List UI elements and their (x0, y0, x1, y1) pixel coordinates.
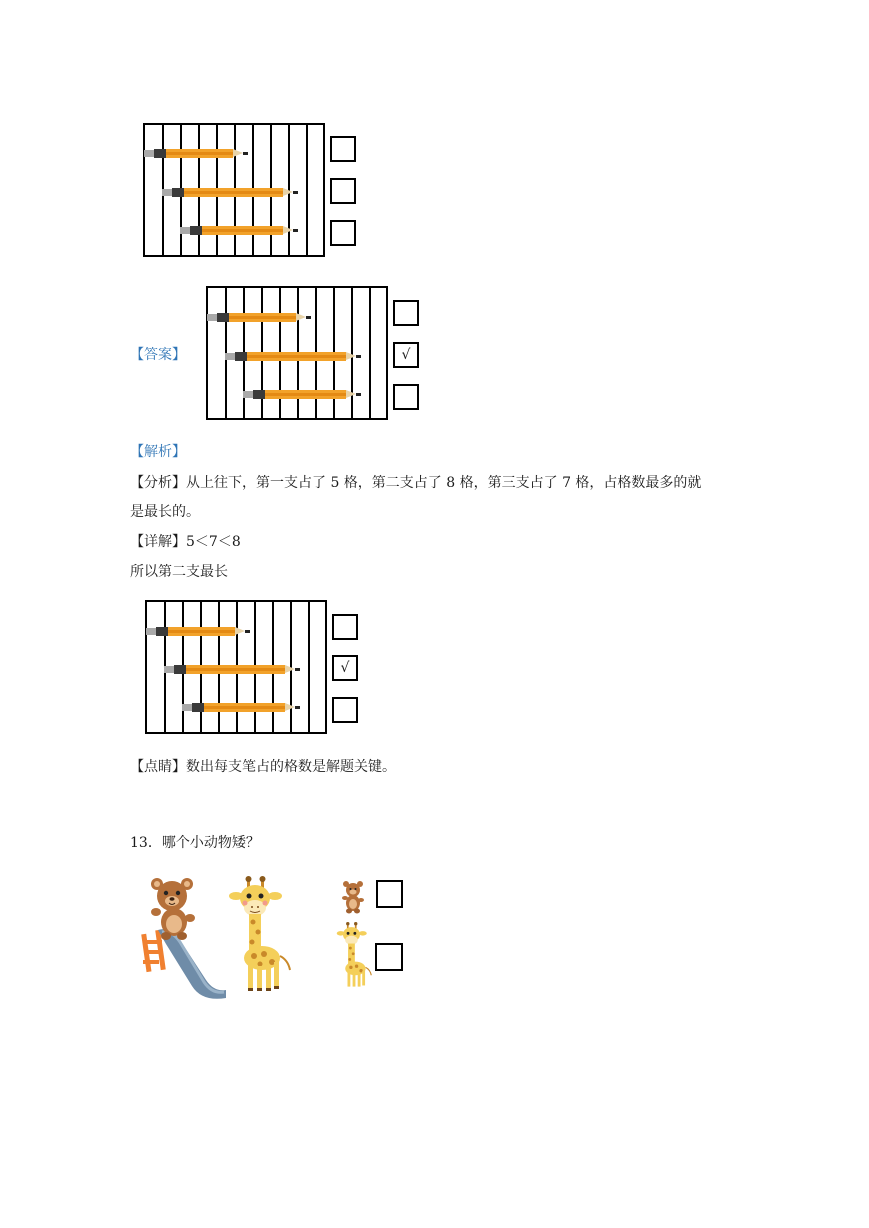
small-giraffe-icon (336, 922, 376, 990)
pencil-3 (243, 390, 369, 399)
giraffe-answer-checkbox[interactable] (375, 943, 403, 971)
answer-checkbox-checked[interactable]: √ (393, 342, 419, 368)
bear-answer-checkbox[interactable] (376, 880, 403, 908)
analysis-text-line2: 是最长的。 (130, 504, 200, 520)
small-bear-icon (340, 880, 368, 914)
answer-checkbox[interactable] (332, 614, 358, 640)
answer-checkbox[interactable] (330, 220, 356, 246)
answer-checkbox[interactable] (330, 136, 356, 162)
giraffe-illustration (228, 876, 298, 996)
pencil-3 (180, 226, 306, 235)
answer-checkbox[interactable] (332, 697, 358, 723)
detail-text: 【详解】5＜7＜8 (130, 534, 241, 550)
answer-checkbox[interactable] (330, 178, 356, 204)
key-point-text: 【点睛】数出每支笔占的格数是解题关键。 (130, 759, 396, 775)
answer-checkbox[interactable] (393, 300, 419, 326)
pencil-2 (225, 352, 369, 361)
conclusion-text: 所以第二支最长 (130, 564, 228, 580)
answer-label: 【答案】 (130, 347, 186, 363)
answer-checkbox[interactable] (393, 384, 419, 410)
pencil-2 (164, 665, 308, 674)
pencil-1 (207, 313, 315, 322)
bear-on-slide-illustration (140, 874, 232, 1002)
pencil-3 (182, 703, 308, 712)
analysis-text-line1: 【分析】从上往下，第一支占了 5 格，第二支占了 8 格，第三支占了 7 格，占格数最多的就 (130, 475, 702, 491)
pencil-1 (144, 149, 252, 158)
question-13-text: 13．哪个小动物矮？ (130, 835, 260, 851)
pencil-2 (162, 188, 306, 197)
answer-checkbox-checked[interactable]: √ (332, 655, 358, 681)
pencil-1 (146, 627, 254, 636)
analysis-label: 【解析】 (130, 444, 186, 460)
